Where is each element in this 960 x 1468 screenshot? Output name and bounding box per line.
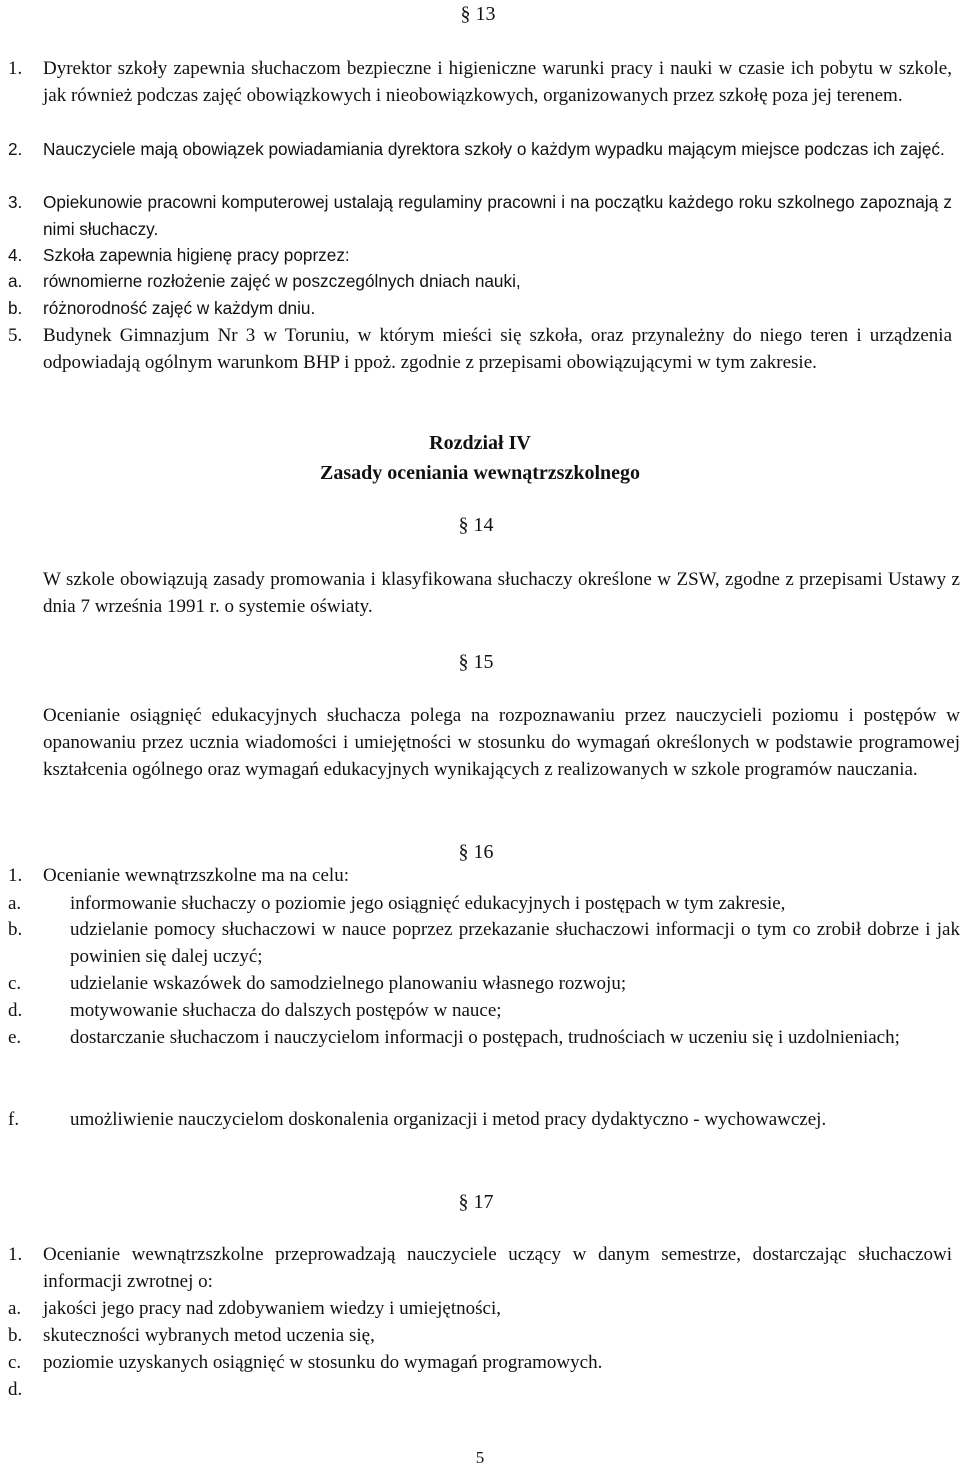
s13-item-4a	[8, 268, 952, 295]
s16-item-a	[8, 890, 960, 917]
section-13-heading: § 13	[460, 3, 496, 25]
item-letter: e.	[8, 1027, 22, 1048]
item-letter: a.	[8, 271, 23, 291]
item-number: 2.	[8, 139, 23, 159]
item-number: 1.	[8, 865, 23, 886]
s17-item-b	[8, 1322, 952, 1349]
item-letter: b.	[8, 298, 23, 318]
item-text: informowanie słuchaczy o poziomie jego osiągnięć edukacyjnych i postępach w tym zakresie,	[70, 893, 786, 914]
item-text: Nauczyciele mają obowiązek powiadamiania dyrektora szkoły o każdym wypadku mającym miejsce podczas ich zajęć.	[43, 139, 945, 159]
item-number: 5.	[8, 325, 23, 346]
item-text: poziomie uzyskanych osiągnięć w stosunku do wymagań programowych.	[43, 1352, 603, 1373]
item-text: Opiekunowie pracowni komputerowej ustalają regulaminy pracowni i na początku każdego roku szkolnego zapoznają z nimi słuchaczy.	[43, 192, 952, 239]
page-number: 5	[475, 1448, 485, 1467]
s16-item-1	[8, 862, 952, 889]
chapter-title: Rozdział IV	[429, 432, 531, 454]
item-text: Szkoła zapewnia higienę pracy poprzez:	[43, 245, 350, 265]
item-number: 1.	[8, 58, 23, 79]
item-number: 3.	[8, 192, 23, 212]
item-number: 1.	[8, 1244, 23, 1265]
item-text: motywowanie słuchacza do dalszych postępów w nauce;	[70, 1000, 502, 1021]
s15-paragraph: Ocenianie osiągnięć edukacyjnych słuchacza polega na rozpoznawaniu przez nauczycieli poziomu i postępów w opanowaniu przez ucznia wiadomości i umiejętności w stosunku do wymagań określonych w podstawie programowej kształcenia ogólnego oraz wymagań edukacyjnych wynikających z realizowanych w szkole programów nauczania.	[43, 705, 960, 780]
section-15-heading: § 15	[458, 651, 494, 673]
s16-item-e	[8, 1024, 960, 1051]
item-text: udzielanie pomocy słuchaczowi w nauce poprzez przekazanie słuchaczowi informacji o tym co zrobił dobrze i jak powinien się dalej uczyć;	[70, 919, 960, 967]
section-16-heading: § 16	[458, 841, 494, 863]
item-text: Ocenianie wewnątrzszkolne ma na celu:	[43, 865, 349, 886]
s14-paragraph: W szkole obowiązują zasady promowania i klasyfikowana słuchaczy określone w ZSW, zgodne z przepisami Ustawy z dnia 7 września 1991 r. o systemie oświaty.	[43, 569, 960, 617]
s16-item-c	[8, 970, 960, 997]
section-14-heading: § 14	[458, 514, 494, 536]
item-letter: d.	[8, 1379, 23, 1400]
s17-item-a	[8, 1295, 952, 1322]
item-letter: f.	[8, 1109, 20, 1130]
item-text: skuteczności wybranych metod uczenia się,	[43, 1325, 375, 1346]
s16-item-b	[8, 916, 960, 970]
item-text: udzielanie wskazówek do samodzielnego planowaniu własnego rozwoju;	[70, 973, 627, 994]
item-text: równomierne rozłożenie zajęć w poszczególnych dniach nauki,	[43, 271, 521, 291]
item-letter: c.	[8, 1352, 22, 1373]
item-text: różnorodność zajęć w każdym dniu.	[43, 298, 316, 318]
s13-item-3	[8, 189, 952, 243]
s13-item-2	[8, 136, 952, 163]
section-17-heading: § 17	[458, 1191, 494, 1213]
item-letter: a.	[8, 893, 22, 914]
s13-item-4	[8, 242, 952, 269]
item-number: 4.	[8, 245, 23, 265]
item-text: umożliwienie nauczycielom doskonalenia organizacji i metod pracy dydaktyczno - wychowawczej.	[70, 1109, 827, 1130]
s16-item-d	[8, 997, 960, 1024]
item-letter: b.	[8, 1325, 23, 1346]
s13-item-1	[8, 55, 952, 109]
item-letter: d.	[8, 1000, 23, 1021]
s17-item-c	[8, 1349, 952, 1376]
item-letter: a.	[8, 1298, 22, 1319]
item-text: Dyrektor szkoły zapewnia słuchaczom bezpieczne i higieniczne warunki pracy i nauki w czasie ich pobytu w szkole, jak również podczas zajęć obowiązkowych i nieobowiązkowych, organizowanych przez szkołę poza jej terenem.	[43, 58, 952, 106]
item-letter: b.	[8, 919, 23, 940]
item-text: jakości jego pracy nad zdobywaniem wiedzy i umiejętności,	[43, 1298, 501, 1319]
s13-item-5	[8, 322, 952, 376]
chapter-subtitle: Zasady oceniania wewnątrzszkolnego	[320, 462, 640, 484]
s13-item-4b	[8, 295, 952, 322]
item-text: dostarczanie słuchaczom i nauczycielom informacji o postępach, trudnościach w uczeniu się i uzdolnieniach;	[70, 1027, 900, 1048]
item-letter: c.	[8, 973, 22, 994]
s16-item-f	[8, 1106, 960, 1133]
s17-item-1	[8, 1241, 952, 1295]
item-text: Budynek Gimnazjum Nr 3 w Toruniu, w którym mieści się szkoła, oraz przynależny do niego teren i urządzenia odpowiadają ogólnym warunkom BHP i ppoż. zgodnie z przepisami obowiązującymi w tym zakresie.	[43, 325, 952, 373]
item-text: Ocenianie wewnątrzszkolne przeprowadzają nauczyciele uczący w danym semestrze, dostarczając słuchaczowi informacji zwrotnej o:	[43, 1244, 952, 1292]
